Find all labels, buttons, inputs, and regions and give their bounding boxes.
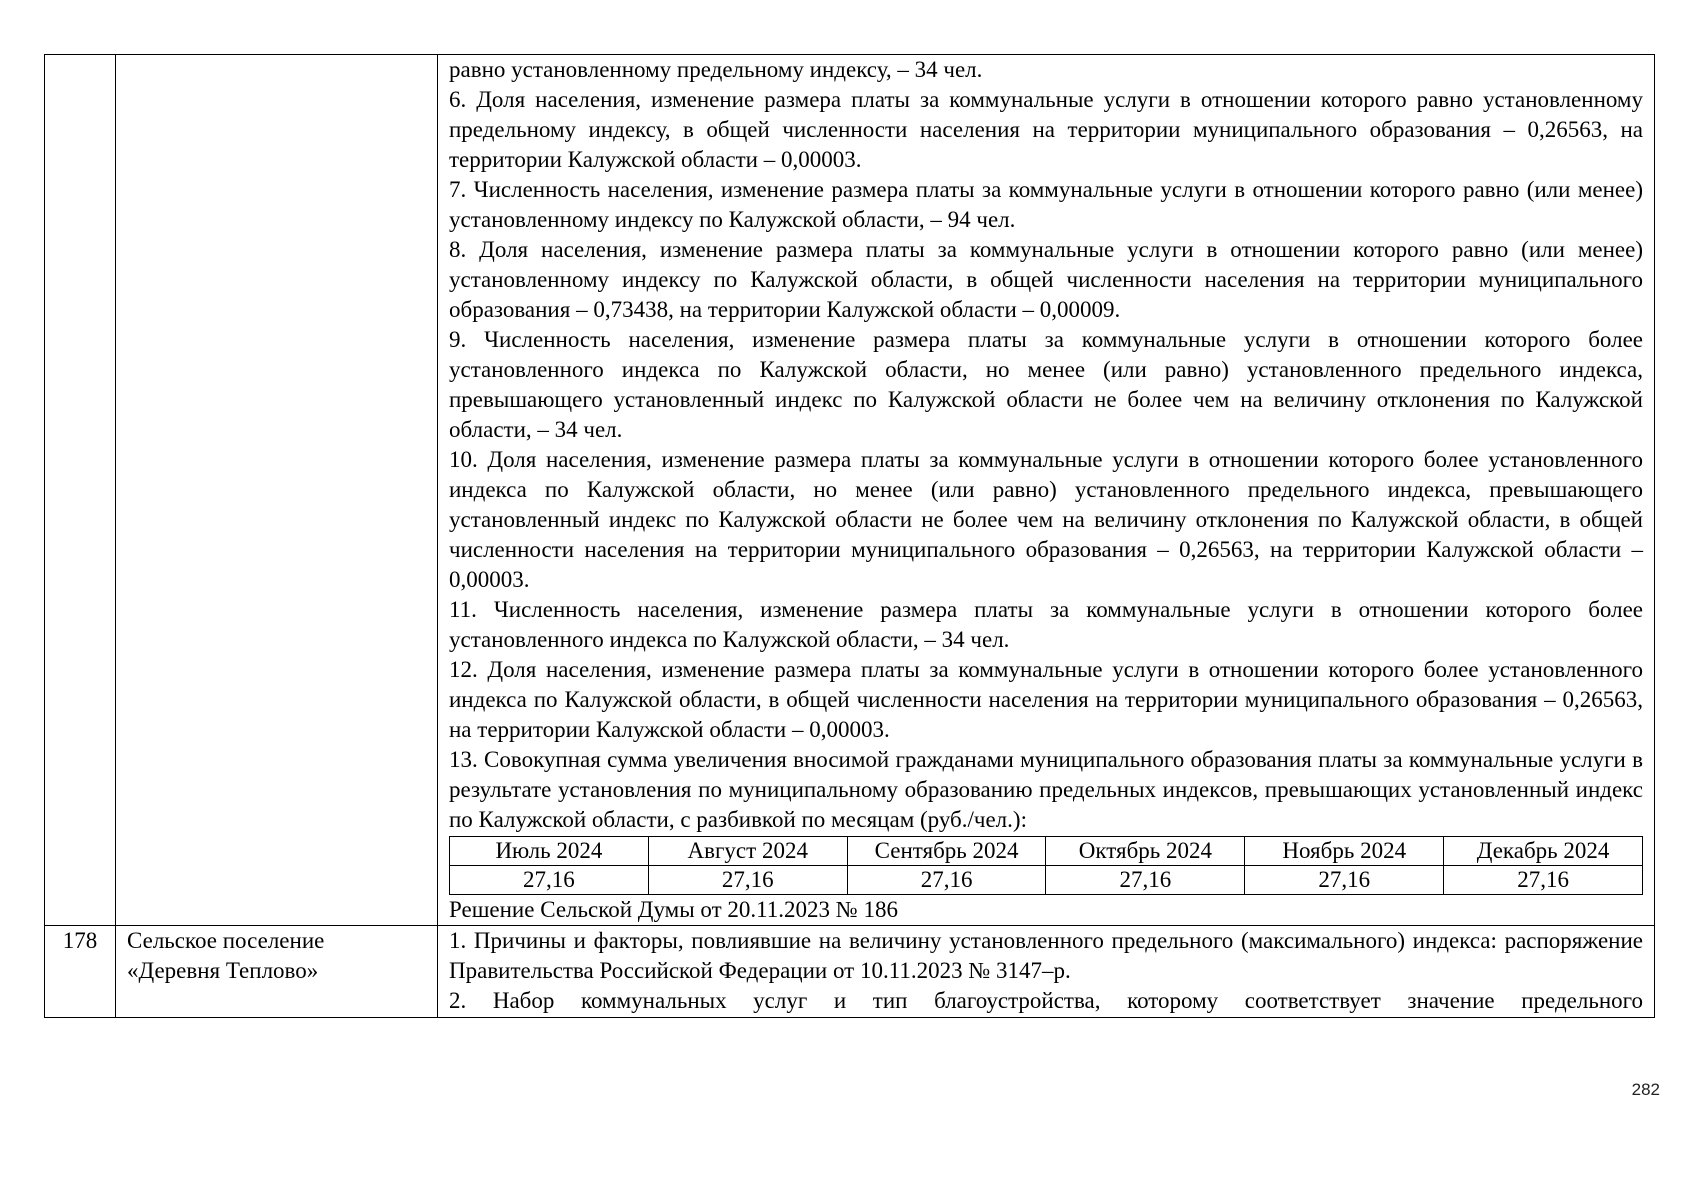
month-value: 27,16 bbox=[450, 866, 649, 895]
decision-reference: Решение Сельской Думы от 20.11.2023 № 186 bbox=[449, 897, 898, 922]
indicators-cell bbox=[438, 55, 1655, 926]
month-value: 27,16 bbox=[1046, 866, 1245, 895]
paragraph: 6. Доля населения, изменение размера платы за коммунальные услуги в отношении которого равно установленному предельному индексу, в общей численности населения на территории муниципального образования – 0,26563, на территории Калужской области – 0,00003. bbox=[449, 87, 1643, 172]
months-header-row bbox=[450, 837, 1643, 866]
table-row bbox=[45, 55, 1655, 926]
indices-table bbox=[44, 54, 1655, 1018]
month-value: 27,16 bbox=[648, 866, 847, 895]
month-header: Август 2024 bbox=[648, 837, 847, 866]
paragraph: 12. Доля населения, изменение размера платы за коммунальные услуги в отношении которого более установленного индекса по Калужской области, в общей численности населения на территории муниципального образования – 0,26563, на территории Калужской области – 0,00003. bbox=[449, 657, 1643, 742]
paragraph: 2. Набор коммунальных услуг и тип благоустройства, которому соответствует значение предельного bbox=[449, 988, 1643, 1013]
month-header: Октябрь 2024 bbox=[1046, 837, 1245, 866]
paragraph: 13. Совокупная сумма увеличения вносимой гражданами муниципального образования платы за коммунальные услуги в результате установления по муниципальному образованию предельных индексов, превышающих установленный индекс по Калужской области, с разбивкой по месяцам (руб./чел.): bbox=[449, 747, 1643, 832]
paragraph: 10. Доля населения, изменение размера платы за коммунальные услуги в отношении которого более установленного индекса по Калужской области, но менее (или равно) установленного предельного индекса, превышающего установленный индекс по Калужской области не более чем на величину отклонения по Калужской области, в общей численности населения на территории муниципального образования – 0,26563, на территории Калужской области – 0,00003. bbox=[449, 447, 1643, 592]
months-value-row bbox=[450, 866, 1643, 895]
indicators-text bbox=[449, 926, 1643, 1017]
month-value: 27,16 bbox=[1444, 866, 1643, 895]
month-header: Ноябрь 2024 bbox=[1245, 837, 1444, 866]
month-header: Сентябрь 2024 bbox=[847, 837, 1046, 866]
municipality-name-cell bbox=[116, 55, 438, 926]
month-header: Июль 2024 bbox=[450, 837, 649, 866]
municipality-name-line: Сельское поселение bbox=[127, 928, 325, 953]
paragraph: 11. Численность населения, изменение размера платы за коммунальные услуги в отношении которого более установленного индекса по Калужской области, – 34 чел. bbox=[449, 597, 1643, 652]
municipality-name-line: «Деревня Теплово» bbox=[127, 958, 319, 983]
paragraph: равно установленному предельному индексу, – 34 чел. bbox=[449, 57, 983, 82]
month-header: Декабрь 2024 bbox=[1444, 837, 1643, 866]
indicators-cell bbox=[438, 926, 1655, 1018]
page-number: 282 bbox=[1631, 1080, 1660, 1099]
month-value: 27,16 bbox=[847, 866, 1046, 895]
paragraph: 9. Численность населения, изменение размера платы за коммунальные услуги в отношении которого более установленного индекса по Калужской области, но менее (или равно) установленного предельного индекса, превышающего установленный индекс по Калужской области не более чем на величину отклонения по Калужской области, – 34 чел. bbox=[449, 327, 1643, 442]
paragraph: 1. Причины и факторы, повлиявшие на величину установленного предельного (максимального) индекса: распоряжение Правительства Российской Федерации от 10.11.2023 № 3147–р. bbox=[449, 928, 1643, 983]
row-number-cell: 178 bbox=[45, 926, 116, 1018]
month-value: 27,16 bbox=[1245, 866, 1444, 895]
monthly-increase-table bbox=[449, 836, 1643, 895]
paragraph: 8. Доля населения, изменение размера платы за коммунальные услуги в отношении которого равно (или менее) установленному индексу по Калужской области, в общей численности населения на территории муниципального образования – 0,73438, на территории Калужской области – 0,00009. bbox=[449, 237, 1643, 322]
row-number-cell bbox=[45, 55, 116, 926]
municipality-name-cell bbox=[116, 926, 438, 1018]
paragraph: 7. Численность населения, изменение размера платы за коммунальные услуги в отношении которого равно (или менее) установленному индексу по Калужской области, – 94 чел. bbox=[449, 177, 1643, 232]
table-row bbox=[45, 926, 1655, 1018]
